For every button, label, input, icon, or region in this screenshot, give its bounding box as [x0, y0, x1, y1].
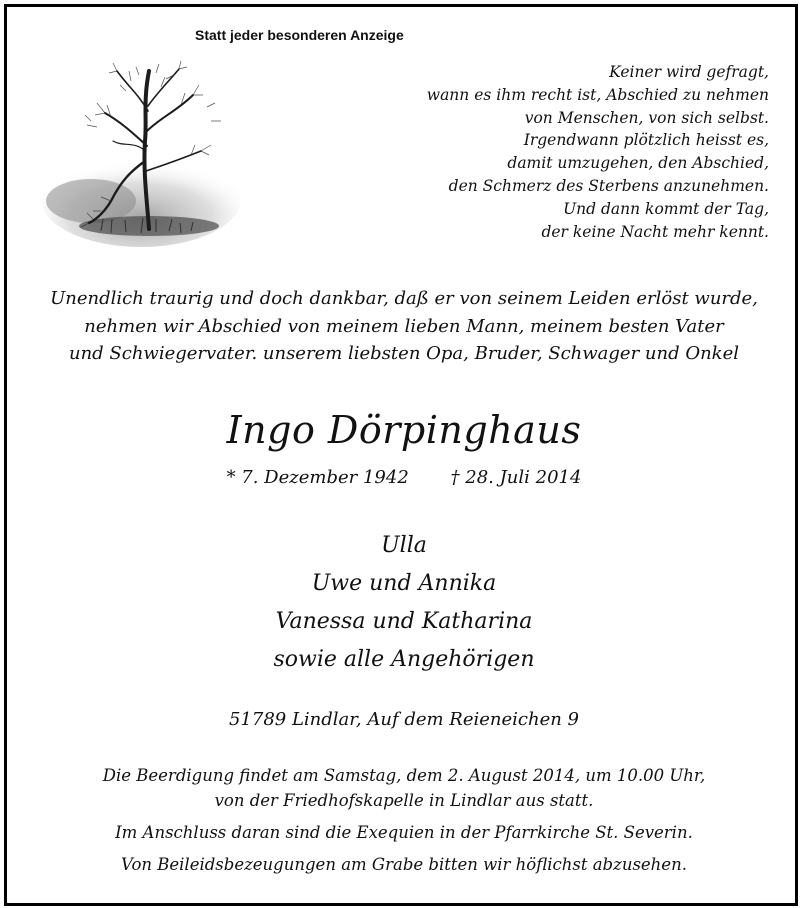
address: 51789 Lindlar, Auf dem Reieneichen 9 [228, 709, 579, 730]
family-member: Uwe und Annika [311, 571, 497, 596]
poem-line: den Schmerz des Sterbens anzunehmen. [448, 176, 769, 195]
death-date: † 28. Juli 2014 [450, 467, 582, 488]
family-member: sowie alle Angehörigen [273, 647, 535, 672]
funeral-notice [7, 763, 800, 877]
poem-line: Irgendwann plötzlich heisst es, [523, 131, 769, 150]
poem-line: Keiner wird gefragt, [609, 63, 769, 81]
deceased-name: Ingo Dörpinghaus [226, 408, 582, 452]
tree-icon [31, 51, 253, 265]
condolences-line: Von Beileidsbezeugungen am Grabe bitten wir höflichst abzusehen. [121, 855, 687, 874]
life-dates [7, 465, 800, 491]
family-member: Ulla [381, 533, 427, 558]
intro-text [7, 285, 800, 368]
notice-header: Statt jeder besonderen Anzeige [195, 27, 404, 43]
intro-line: Unendlich traurig und doch dankbar, daß er von seinem Leiden erlöst wurde, [50, 288, 758, 309]
funeral-line: Die Beerdigung findet am Samstag, dem 2. August 2014, um 10.00 Uhr, [102, 766, 706, 785]
poem-line: damit umzugehen, den Abschied, [507, 154, 769, 173]
poem-line: wann es ihm recht ist, Abschied zu nehmen [426, 85, 769, 104]
poem [369, 61, 769, 243]
intro-line: nehmen wir Abschied von meinem lieben Mann, meinem besten Vater [84, 315, 724, 337]
obituary-frame [4, 4, 798, 906]
family-list [7, 527, 800, 679]
mass-line: Im Anschluss daran sind die Exequien in der Pfarrkirche St. Severin. [115, 823, 693, 842]
poem-line: Und dann kommt der Tag, [563, 199, 769, 218]
funeral-line: von der Friedhofskapelle in Lindlar aus statt. [214, 791, 594, 810]
birth-date: * 7. Dezember 1942 [226, 467, 409, 488]
family-member: Vanessa und Katharina [275, 609, 533, 634]
poem-line: von Menschen, von sich selbst. [524, 108, 769, 127]
intro-line: und Schwiegervater. unserem liebsten Opa, Bruder, Schwager und Onkel [69, 343, 739, 364]
poem-line: der keine Nacht mehr kennt. [541, 222, 769, 241]
